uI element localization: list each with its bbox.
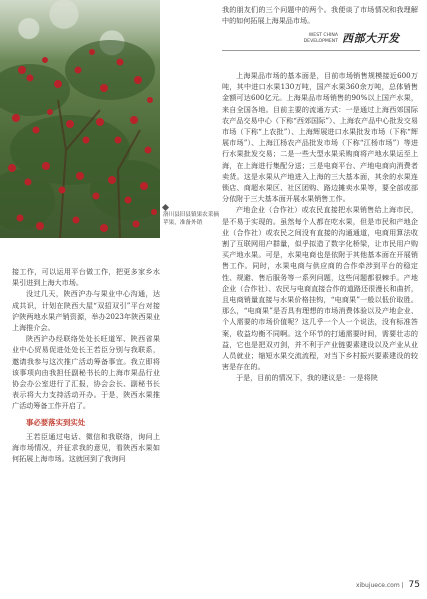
left-paragraph-4: 王若臣通过电话、微信和我联络，询问上海市场情况，并征求我的意见，看陕西水果如何拓展上海市场。这就回到了我询问 bbox=[12, 431, 160, 464]
left-column bbox=[12, 266, 160, 464]
page-number: 75 bbox=[408, 580, 420, 590]
footer-separator: | bbox=[401, 582, 404, 589]
photo-caption: 洛川县旧县镇果农采摘苹果，准备外销 bbox=[163, 212, 219, 226]
magazine-logo-script: 西部大开发 bbox=[342, 32, 400, 45]
page-footer bbox=[330, 580, 420, 592]
right-paragraph-1: 上海果品市场的基本面是，目前市场销售规模接近600万吨，其中进口水果130万吨，国产水果360余万吨，总体销售金额可达600亿元。上海果品市场销售的90%以上国产水果，来自全国各地。目前主要的流通方式：一是通过上海西郊国际农产品交易中心（下称“西郊国际”）、上海农产品中心批发交易市场（下称“上农批”）、上海辉展进口水果批发市场（下称“辉展市场”）、上海江杨农产品批发市场（下称“江杨市场”）等进行水果批发交易；二是一些大型水果采购商将产地水果运至上海，在上海进行集配分送；三是电商平台、产地电商向消费者卖货。这是水果从产地进入上海的三大基本面，其余的水果连锁店、商超水果区、社区团购、路边摊卖水果等，要全部或部分依附于三大基本面开展水果销售工作。 bbox=[222, 71, 418, 204]
right-top-paragraph: 我的朋友们的三个问题中的两个。我便谈了市场情况和我理解中的如何拓展上海果品市场。 bbox=[222, 5, 418, 26]
left-paragraph-2: 没过几天，陕西沪办与果业中心沟通，达成共识，计划在陕西大屋“双招双引”平台对接沪陕两地水果产销资源，举办2023年陕西果业上海推介会。 bbox=[12, 289, 160, 333]
right-column bbox=[222, 4, 418, 564]
right-top-block bbox=[222, 4, 418, 26]
left-paragraph-3: 陕西沪办经联络处处长旺道军、陕西省果业中心贸易促进处处长王若臣分别与我联系，邀请我参与这次推广活动筹备事宜。我立即将该事项向由我担任副秘书长的上海市果品行业协会办公室进行了汇报，协会会长、副秘书长表示将大力支持活动开办。于是，陕西水果推广活动筹备工作开启了。 bbox=[12, 334, 160, 411]
right-paragraph-2: 产地企业（合作社）或农民直接把水果销售给上海市民，是不易于实现的。虽然每个人都在吃水果，但是市民和产地企业（合作社）或农民之间没有直接的沟通通道，电商用算法收割了互联网用户群量，似乎拟造了数字化桥梁，让市民用户购买产地水果。可是，水果电商也是依附于其他基本面在开展销售工作。同时，水果电商与供应商的合作牵涉到平台的稳定性、规避、售后服务等一系列问题，这些问题都很棘手。产地企业（合作社）、农民与电商直接合作的道路还很漫长和曲折，且电商销量直接与水果价格挂钩，“电商果”一般以低价取胜。那么，“电商果”是否具有理想的市场消费体验以及产地企业、个人需要的市场价值呢？这几乎一个人一个说法，没有标准答案，收益均衡不同啊。这个环节的打通需要时间，需要壮志的益，它也是把双刃剑，并不利于产业链要素建设以及产业从业人员就业；缩短水果交流流程，对当下乡村振兴要素建设的较害是存在的。 bbox=[222, 205, 418, 372]
logo-small-line-1: WEST CHINA bbox=[308, 33, 338, 38]
footer-url: xibujuece.com bbox=[355, 582, 400, 589]
right-body-block bbox=[222, 70, 418, 384]
orchard-photo bbox=[0, 0, 160, 238]
section-subheading: 事必要落实到实处 bbox=[26, 417, 86, 427]
left-paragraph-1: 接工作，可以运用平台做工作，把更多家乡水果引进到上海大市场。 bbox=[12, 267, 160, 288]
apple-tree-illustration bbox=[0, 0, 160, 238]
right-paragraph-3: 于是，目前的情况下，我的建议是：一是将陕 bbox=[236, 373, 378, 383]
logo-small-line-2: DEVELOPMENT bbox=[303, 38, 338, 44]
caption-marker-icon bbox=[162, 204, 169, 211]
